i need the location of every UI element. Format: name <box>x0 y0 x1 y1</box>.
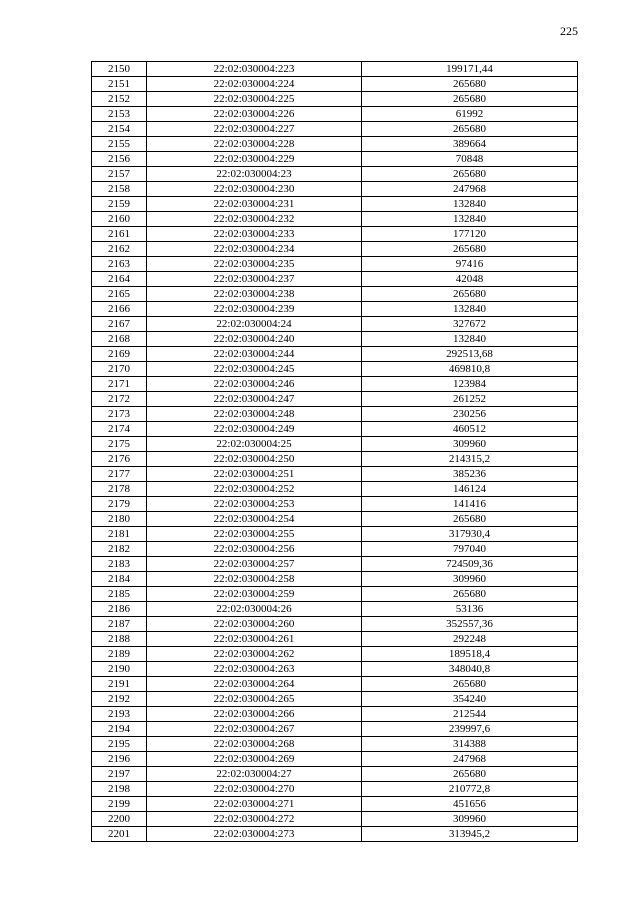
cadastral-number-cell: 22:02:030004:263 <box>147 662 362 677</box>
table-row <box>92 737 578 752</box>
table-row <box>92 602 578 617</box>
table-row <box>92 692 578 707</box>
cadastral-number-cell: 22:02:030004:254 <box>147 512 362 527</box>
cadastral-value-cell: 314388 <box>362 737 578 752</box>
cadastral-number-cell: 22:02:030004:226 <box>147 107 362 122</box>
cadastral-number-cell: 22:02:030004:25 <box>147 437 362 452</box>
table-row <box>92 827 578 842</box>
cadastral-number-cell: 22:02:030004:267 <box>147 722 362 737</box>
table-row <box>92 722 578 737</box>
table-row <box>92 812 578 827</box>
row-number-cell: 2171 <box>92 377 147 392</box>
row-number-cell: 2164 <box>92 272 147 287</box>
row-number-cell: 2174 <box>92 422 147 437</box>
row-number-cell: 2194 <box>92 722 147 737</box>
table-row <box>92 242 578 257</box>
row-number-cell: 2178 <box>92 482 147 497</box>
row-number-cell: 2184 <box>92 572 147 587</box>
row-number-cell: 2173 <box>92 407 147 422</box>
cadastral-number-cell: 22:02:030004:249 <box>147 422 362 437</box>
cadastral-number-cell: 22:02:030004:252 <box>147 482 362 497</box>
row-number-cell: 2168 <box>92 332 147 347</box>
cadastral-value-cell: 247968 <box>362 182 578 197</box>
table-row <box>92 392 578 407</box>
cadastral-number-cell: 22:02:030004:270 <box>147 782 362 797</box>
table-row <box>92 782 578 797</box>
cadastral-value-cell: 132840 <box>362 332 578 347</box>
table-row <box>92 362 578 377</box>
table-row <box>92 527 578 542</box>
cadastral-number-cell: 22:02:030004:265 <box>147 692 362 707</box>
cadastral-number-cell: 22:02:030004:244 <box>147 347 362 362</box>
row-number-cell: 2162 <box>92 242 147 257</box>
cadastral-value-cell: 189518,4 <box>362 647 578 662</box>
table-row <box>92 677 578 692</box>
cadastral-value-cell: 132840 <box>362 302 578 317</box>
row-number-cell: 2197 <box>92 767 147 782</box>
cadastral-number-cell: 22:02:030004:228 <box>147 137 362 152</box>
cadastral-value-cell: 292248 <box>362 632 578 647</box>
cadastral-value-cell: 724509,36 <box>362 557 578 572</box>
cadastral-number-cell: 22:02:030004:230 <box>147 182 362 197</box>
cadastral-value-cell: 265680 <box>362 677 578 692</box>
cadastral-value-cell: 292513,68 <box>362 347 578 362</box>
cadastral-number-cell: 22:02:030004:250 <box>147 452 362 467</box>
cadastral-value-cell: 132840 <box>362 197 578 212</box>
table-row <box>92 212 578 227</box>
cadastral-value-cell: 265680 <box>362 287 578 302</box>
table-row <box>92 797 578 812</box>
table-row <box>92 302 578 317</box>
cadastral-number-cell: 22:02:030004:238 <box>147 287 362 302</box>
row-number-cell: 2159 <box>92 197 147 212</box>
row-number-cell: 2154 <box>92 122 147 137</box>
cadastral-number-cell: 22:02:030004:251 <box>147 467 362 482</box>
row-number-cell: 2152 <box>92 92 147 107</box>
cadastral-number-cell: 22:02:030004:255 <box>147 527 362 542</box>
cadastral-number-cell: 22:02:030004:266 <box>147 707 362 722</box>
cadastral-value-cell: 210772,8 <box>362 782 578 797</box>
row-number-cell: 2156 <box>92 152 147 167</box>
row-number-cell: 2158 <box>92 182 147 197</box>
cadastral-value-cell: 265680 <box>362 587 578 602</box>
cadastral-number-cell: 22:02:030004:233 <box>147 227 362 242</box>
cadastral-number-cell: 22:02:030004:24 <box>147 317 362 332</box>
row-number-cell: 2170 <box>92 362 147 377</box>
cadastral-number-cell: 22:02:030004:256 <box>147 542 362 557</box>
table-row <box>92 107 578 122</box>
row-number-cell: 2163 <box>92 257 147 272</box>
cadastral-number-cell: 22:02:030004:268 <box>147 737 362 752</box>
table-row <box>92 137 578 152</box>
cadastral-number-cell: 22:02:030004:253 <box>147 497 362 512</box>
cadastral-number-cell: 22:02:030004:26 <box>147 602 362 617</box>
row-number-cell: 2172 <box>92 392 147 407</box>
cadastral-number-cell: 22:02:030004:258 <box>147 572 362 587</box>
row-number-cell: 2165 <box>92 287 147 302</box>
page-number: 225 <box>560 24 578 38</box>
row-number-cell: 2187 <box>92 617 147 632</box>
table-row <box>92 482 578 497</box>
cadastral-number-cell: 22:02:030004:269 <box>147 752 362 767</box>
table-body <box>92 62 578 842</box>
cadastral-number-cell: 22:02:030004:259 <box>147 587 362 602</box>
row-number-cell: 2166 <box>92 302 147 317</box>
cadastral-number-cell: 22:02:030004:240 <box>147 332 362 347</box>
cadastral-number-cell: 22:02:030004:234 <box>147 242 362 257</box>
row-number-cell: 2199 <box>92 797 147 812</box>
cadastral-number-cell: 22:02:030004:223 <box>147 62 362 77</box>
cadastral-value-cell: 239997,6 <box>362 722 578 737</box>
row-number-cell: 2169 <box>92 347 147 362</box>
cadastral-value-cell: 146124 <box>362 482 578 497</box>
row-number-cell: 2189 <box>92 647 147 662</box>
cadastral-number-cell: 22:02:030004:23 <box>147 167 362 182</box>
row-number-cell: 2180 <box>92 512 147 527</box>
row-number-cell: 2192 <box>92 692 147 707</box>
table-row <box>92 452 578 467</box>
cadastral-number-cell: 22:02:030004:237 <box>147 272 362 287</box>
cadastral-value-cell: 797040 <box>362 542 578 557</box>
cadastral-value-cell: 141416 <box>362 497 578 512</box>
row-number-cell: 2181 <box>92 527 147 542</box>
row-number-cell: 2185 <box>92 587 147 602</box>
table-row <box>92 557 578 572</box>
cadastral-value-cell: 42048 <box>362 272 578 287</box>
row-number-cell: 2153 <box>92 107 147 122</box>
row-number-cell: 2196 <box>92 752 147 767</box>
cadastral-value-cell: 389664 <box>362 137 578 152</box>
table-row <box>92 617 578 632</box>
cadastral-number-cell: 22:02:030004:232 <box>147 212 362 227</box>
table-row <box>92 287 578 302</box>
cadastral-value-cell: 469810,8 <box>362 362 578 377</box>
cadastral-number-cell: 22:02:030004:272 <box>147 812 362 827</box>
cadastral-number-cell: 22:02:030004:225 <box>147 92 362 107</box>
row-number-cell: 2150 <box>92 62 147 77</box>
cadastral-value-cell: 132840 <box>362 212 578 227</box>
table-row <box>92 407 578 422</box>
row-number-cell: 2188 <box>92 632 147 647</box>
row-number-cell: 2201 <box>92 827 147 842</box>
row-number-cell: 2151 <box>92 77 147 92</box>
table-row <box>92 707 578 722</box>
cadastral-number-cell: 22:02:030004:247 <box>147 392 362 407</box>
row-number-cell: 2190 <box>92 662 147 677</box>
table-row <box>92 122 578 137</box>
table-row <box>92 572 578 587</box>
row-number-cell: 2186 <box>92 602 147 617</box>
row-number-cell: 2193 <box>92 707 147 722</box>
table-row <box>92 347 578 362</box>
cadastral-value-cell: 177120 <box>362 227 578 242</box>
row-number-cell: 2179 <box>92 497 147 512</box>
table-row <box>92 182 578 197</box>
cadastral-value-cell: 309960 <box>362 572 578 587</box>
cadastral-value-cell: 309960 <box>362 437 578 452</box>
table-row <box>92 632 578 647</box>
cadastral-value-table <box>91 61 578 842</box>
row-number-cell: 2176 <box>92 452 147 467</box>
cadastral-value-cell: 265680 <box>362 767 578 782</box>
cadastral-number-cell: 22:02:030004:264 <box>147 677 362 692</box>
table-row <box>92 497 578 512</box>
table-row <box>92 197 578 212</box>
cadastral-value-cell: 123984 <box>362 377 578 392</box>
cadastral-value-cell: 313945,2 <box>362 827 578 842</box>
table-row <box>92 62 578 77</box>
cadastral-value-cell: 53136 <box>362 602 578 617</box>
cadastral-number-cell: 22:02:030004:229 <box>147 152 362 167</box>
table-row <box>92 332 578 347</box>
cadastral-number-cell: 22:02:030004:262 <box>147 647 362 662</box>
row-number-cell: 2157 <box>92 167 147 182</box>
cadastral-value-cell: 327672 <box>362 317 578 332</box>
cadastral-number-cell: 22:02:030004:248 <box>147 407 362 422</box>
cadastral-number-cell: 22:02:030004:261 <box>147 632 362 647</box>
cadastral-value-cell: 265680 <box>362 167 578 182</box>
table-row <box>92 77 578 92</box>
cadastral-value-cell: 265680 <box>362 122 578 137</box>
cadastral-value-cell: 265680 <box>362 77 578 92</box>
cadastral-value-cell: 247968 <box>362 752 578 767</box>
table-row <box>92 647 578 662</box>
cadastral-number-cell: 22:02:030004:260 <box>147 617 362 632</box>
row-number-cell: 2200 <box>92 812 147 827</box>
cadastral-value-cell: 460512 <box>362 422 578 437</box>
cadastral-number-cell: 22:02:030004:235 <box>147 257 362 272</box>
cadastral-value-cell: 309960 <box>362 812 578 827</box>
row-number-cell: 2161 <box>92 227 147 242</box>
table-row <box>92 92 578 107</box>
cadastral-value-cell: 385236 <box>362 467 578 482</box>
table-row <box>92 167 578 182</box>
cadastral-value-cell: 214315,2 <box>362 452 578 467</box>
table-row <box>92 437 578 452</box>
cadastral-value-cell: 265680 <box>362 512 578 527</box>
cadastral-value-cell: 348040,8 <box>362 662 578 677</box>
row-number-cell: 2182 <box>92 542 147 557</box>
cadastral-value-cell: 61992 <box>362 107 578 122</box>
row-number-cell: 2177 <box>92 467 147 482</box>
row-number-cell: 2155 <box>92 137 147 152</box>
cadastral-value-cell: 451656 <box>362 797 578 812</box>
row-number-cell: 2175 <box>92 437 147 452</box>
cadastral-value-cell: 265680 <box>362 92 578 107</box>
table-row <box>92 227 578 242</box>
row-number-cell: 2183 <box>92 557 147 572</box>
row-number-cell: 2195 <box>92 737 147 752</box>
row-number-cell: 2167 <box>92 317 147 332</box>
cadastral-number-cell: 22:02:030004:246 <box>147 377 362 392</box>
cadastral-number-cell: 22:02:030004:227 <box>147 122 362 137</box>
table-row <box>92 752 578 767</box>
cadastral-number-cell: 22:02:030004:224 <box>147 77 362 92</box>
table-row <box>92 152 578 167</box>
table-row <box>92 272 578 287</box>
cadastral-value-cell: 212544 <box>362 707 578 722</box>
cadastral-number-cell: 22:02:030004:271 <box>147 797 362 812</box>
table-row <box>92 587 578 602</box>
cadastral-value-cell: 261252 <box>362 392 578 407</box>
cadastral-number-cell: 22:02:030004:231 <box>147 197 362 212</box>
cadastral-value-cell: 317930,4 <box>362 527 578 542</box>
table-row <box>92 422 578 437</box>
cadastral-number-cell: 22:02:030004:245 <box>147 362 362 377</box>
cadastral-number-cell: 22:02:030004:27 <box>147 767 362 782</box>
row-number-cell: 2191 <box>92 677 147 692</box>
table-row <box>92 512 578 527</box>
table-row <box>92 542 578 557</box>
table-row <box>92 467 578 482</box>
cadastral-value-cell: 354240 <box>362 692 578 707</box>
table-row <box>92 377 578 392</box>
row-number-cell: 2198 <box>92 782 147 797</box>
cadastral-value-cell: 199171,44 <box>362 62 578 77</box>
cadastral-number-cell: 22:02:030004:239 <box>147 302 362 317</box>
cadastral-value-cell: 352557,36 <box>362 617 578 632</box>
table-row <box>92 257 578 272</box>
cadastral-value-cell: 265680 <box>362 242 578 257</box>
table-row <box>92 662 578 677</box>
cadastral-number-cell: 22:02:030004:257 <box>147 557 362 572</box>
table-row <box>92 767 578 782</box>
cadastral-value-cell: 230256 <box>362 407 578 422</box>
table-row <box>92 317 578 332</box>
cadastral-value-cell: 97416 <box>362 257 578 272</box>
cadastral-value-cell: 70848 <box>362 152 578 167</box>
row-number-cell: 2160 <box>92 212 147 227</box>
cadastral-number-cell: 22:02:030004:273 <box>147 827 362 842</box>
